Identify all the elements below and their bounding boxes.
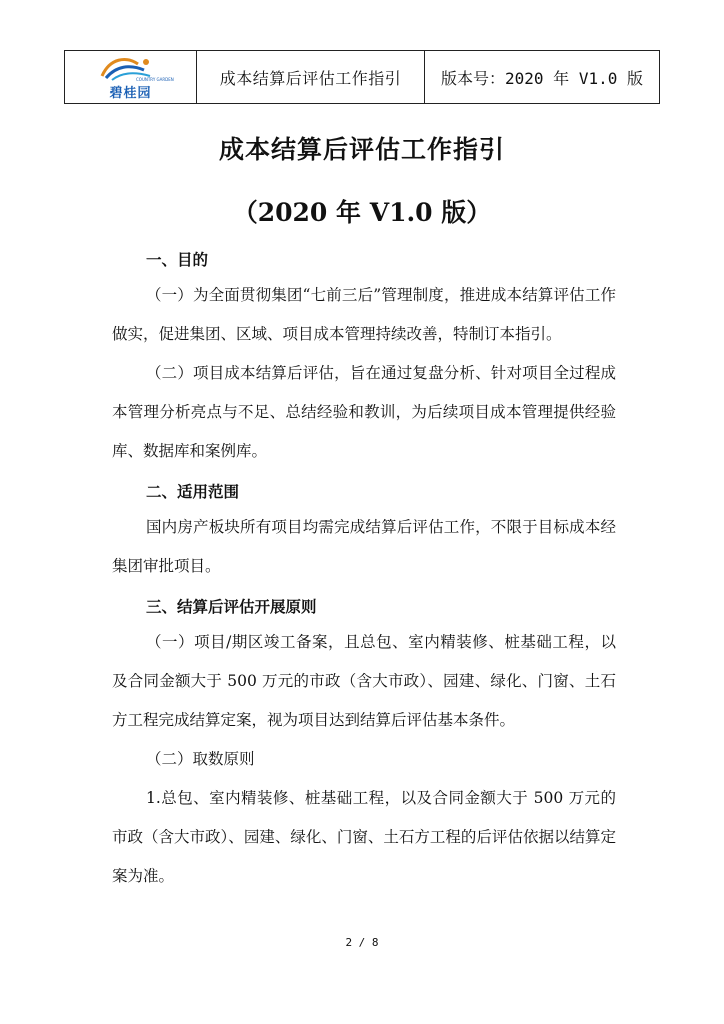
- section-heading-principles: 三、结算后评估开展原则: [146, 598, 317, 616]
- paragraph: （二）取数原则: [146, 750, 255, 768]
- paragraph: 1.总包、室内精装修、桩基础工程，以及合同金额大于 500 万元的市政（含大市政）、园建、绿化、门窗、土石方工程的后评估依据以结算定案为准。: [112, 789, 616, 885]
- paragraph: （一）为全面贯彻集团“七前三后”管理制度，推进成本结算评估工作做实，促进集团、区域、项目成本管理持续改善，特制订本指引。: [112, 286, 616, 343]
- page-number: 2 / 8: [345, 936, 379, 949]
- document-title: 成本结算后评估工作指引: [218, 135, 505, 164]
- logo-text: 碧桂园: [109, 85, 152, 101]
- logo-cell: [65, 51, 197, 103]
- section-heading-scope: 二、适用范围: [146, 483, 240, 501]
- company-logo-icon: [96, 54, 174, 84]
- paragraph: 国内房产板块所有项目均需完成结算后评估工作，不限于目标成本经集团审批项目。: [112, 518, 616, 575]
- header-doc-title: 成本结算后评估工作指引: [197, 51, 425, 103]
- document-subtitle: （2020 年 V1.0 版）: [232, 198, 492, 227]
- paragraph: （一）项目/期区竣工备案，且总包、室内精装修、桩基础工程，以及合同金额大于 500 万元的市政（含大市政）、园建、绿化、门窗、土石方工程完成结算定案，视为项目达到结算后评估基本条件。: [112, 633, 616, 729]
- section-heading-purpose: 一、目的: [146, 251, 209, 269]
- document-body: [112, 244, 616, 896]
- header-table: [64, 50, 660, 104]
- paragraph: （二）项目成本结算后评估，旨在通过复盘分析、针对项目全过程成本管理分析亮点与不足、总结经验和教训，为后续项目成本管理提供经验库、数据库和案例库。: [112, 364, 616, 460]
- header-version: 版本号：2020 年 V1.0 版: [441, 68, 643, 88]
- svg-text:COUNTRY GARDEN: COUNTRY GARDEN: [135, 76, 174, 82]
